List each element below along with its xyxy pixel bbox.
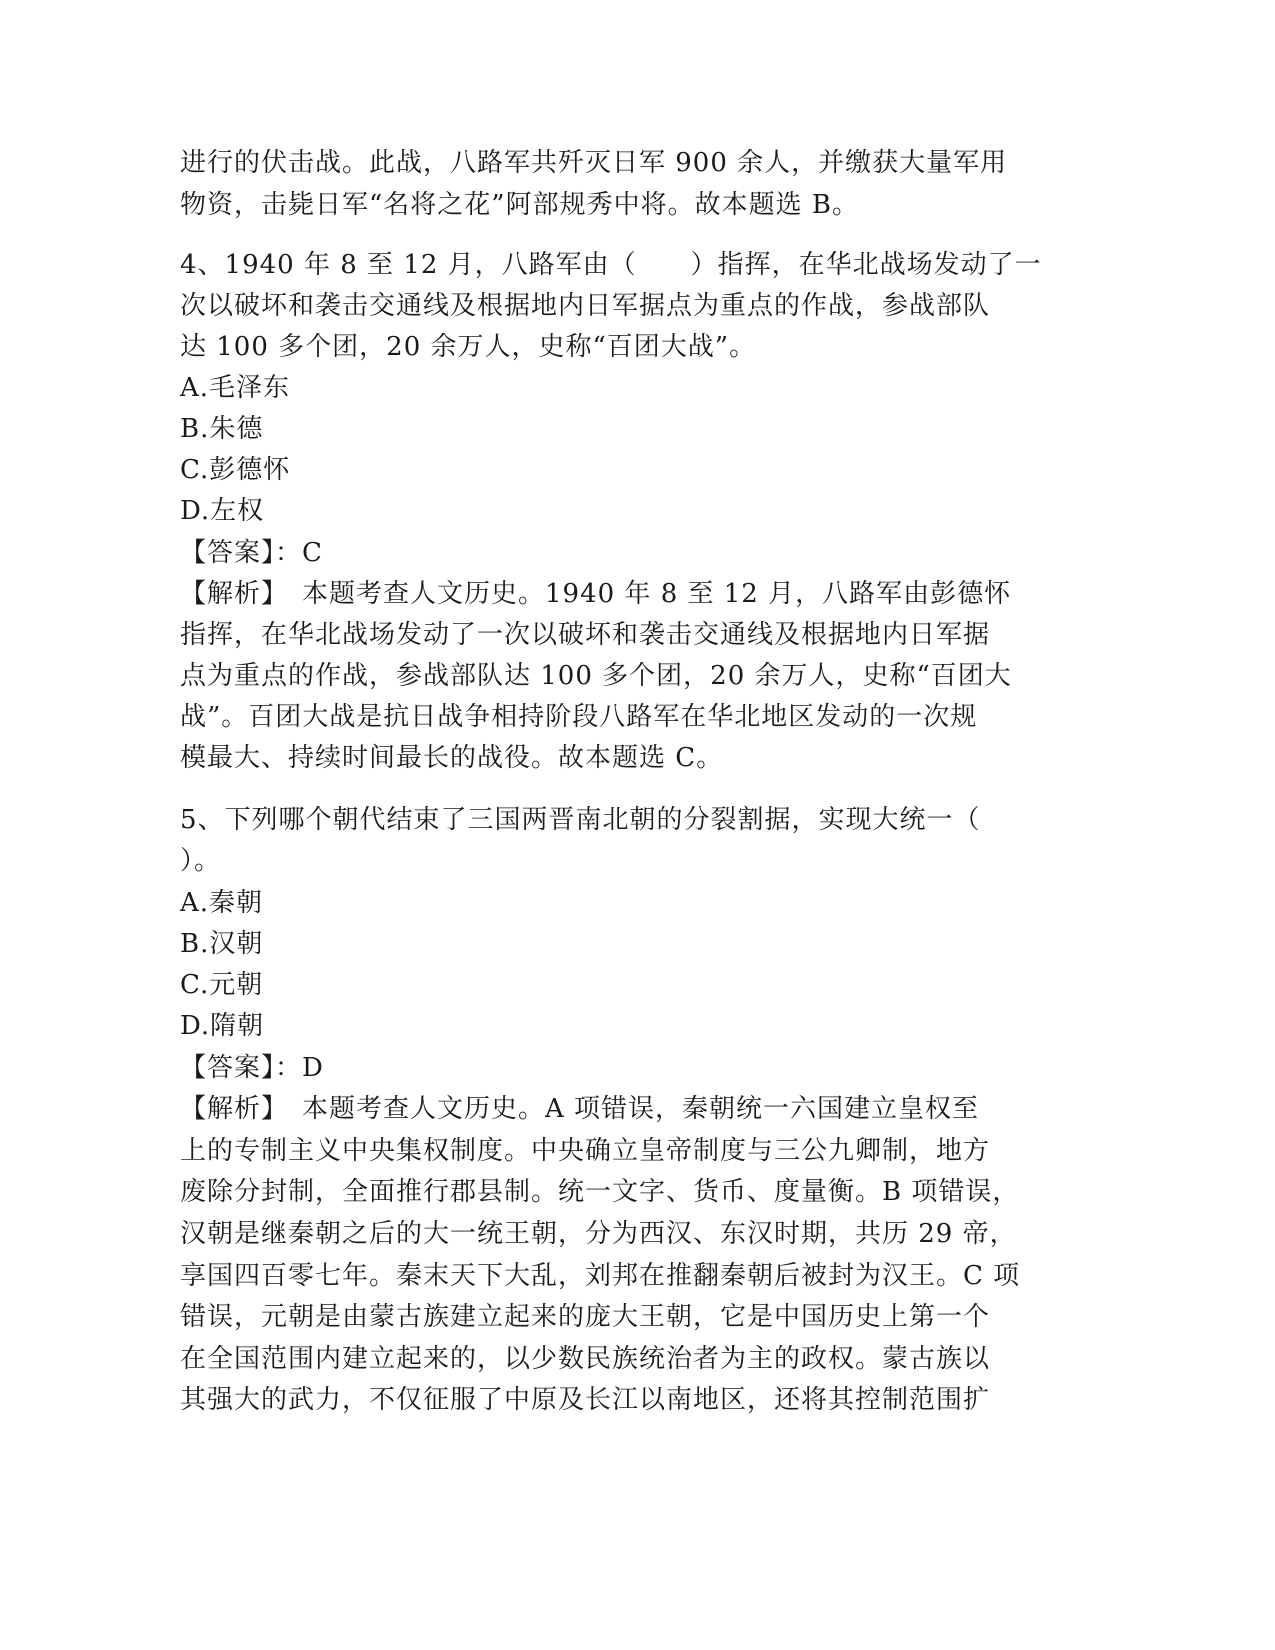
answer-line: 【答案】：C xyxy=(180,538,323,568)
explanation-line: 物资，击毙日军“名将之花”阿部规秀中将。故本题选 B。 xyxy=(180,190,859,220)
option-b: B.朱德 xyxy=(180,414,264,444)
question-stem-line: 5、下列哪个朝代结束了三国两晋南北朝的分裂割据，实现大统一（ xyxy=(180,805,981,835)
explanation-line: 【解析】 本题考查人文历史。1940 年 8 至 12 月，八路军由彭德怀 xyxy=(180,579,1012,609)
explanation-line: 享国四百零七年。秦末天下大乱，刘邦在推翻秦朝后被封为汉王。C 项 xyxy=(180,1261,1021,1291)
option-c: C.元朝 xyxy=(180,970,264,1000)
explanation-line: 点为重点的作战，参战部队达 100 多个团，20 余万人，史称“百团大 xyxy=(180,661,1012,691)
explanation-line: 进行的伏击战。此战，八路军共歼灭日军 900 余人，并缴获大量军用 xyxy=(180,148,1008,178)
explanation-line: 模最大、持续时间最长的战役。故本题选 C。 xyxy=(180,743,724,773)
explanation-line: 战”。百团大战是抗日战争相持阶段八路军在华北地区发动的一次规 xyxy=(180,702,978,732)
option-d: D.左权 xyxy=(180,496,265,526)
explanation-line: 其强大的武力，不仅征服了中原及长江以南地区，还将其控制范围扩 xyxy=(180,1385,991,1415)
question-stem-line: 次以破坏和袭击交通线及根据地内日军据点为重点的作战，参战部队 xyxy=(180,291,991,321)
explanation-line: 在全国范围内建立起来的，以少数民族统治者为主的政权。蒙古族以 xyxy=(180,1344,991,1374)
option-c: C.彭德怀 xyxy=(180,455,291,485)
question-stem-line: 达 100 多个团，20 余万人，史称“百团大战”。 xyxy=(180,332,757,362)
explanation-line: 【解析】 本题考查人文历史。A 项错误，秦朝统一六国建立皇权至 xyxy=(180,1094,980,1124)
question-stem-line: 4、1940 年 8 至 12 月，八路军由（ ）指挥，在华北战场发动了一 xyxy=(180,250,1042,280)
option-a: A.秦朝 xyxy=(180,888,264,918)
answer-line: 【答案】：D xyxy=(180,1053,324,1083)
option-b: B.汉朝 xyxy=(180,929,264,959)
explanation-line: 指挥，在华北战场发动了一次以破坏和袭击交通线及根据地内日军据 xyxy=(180,620,991,650)
question-stem-line: ）。 xyxy=(180,846,222,876)
explanation-line: 上的专制主义中央集权制度。中央确立皇帝制度与三公九卿制，地方 xyxy=(180,1136,991,1166)
explanation-line: 废除分封制，全面推行郡县制。统一文字、货币、度量衡。B 项错误， xyxy=(180,1177,1020,1207)
explanation-line: 汉朝是继秦朝之后的大一统王朝，分为西汉、东汉时期，共历 29 帝， xyxy=(180,1219,1017,1249)
option-a: A.毛泽东 xyxy=(180,373,291,403)
explanation-line: 错误，元朝是由蒙古族建立起来的庞大王朝，它是中国历史上第一个 xyxy=(180,1302,991,1332)
option-d: D.隋朝 xyxy=(180,1011,265,1041)
